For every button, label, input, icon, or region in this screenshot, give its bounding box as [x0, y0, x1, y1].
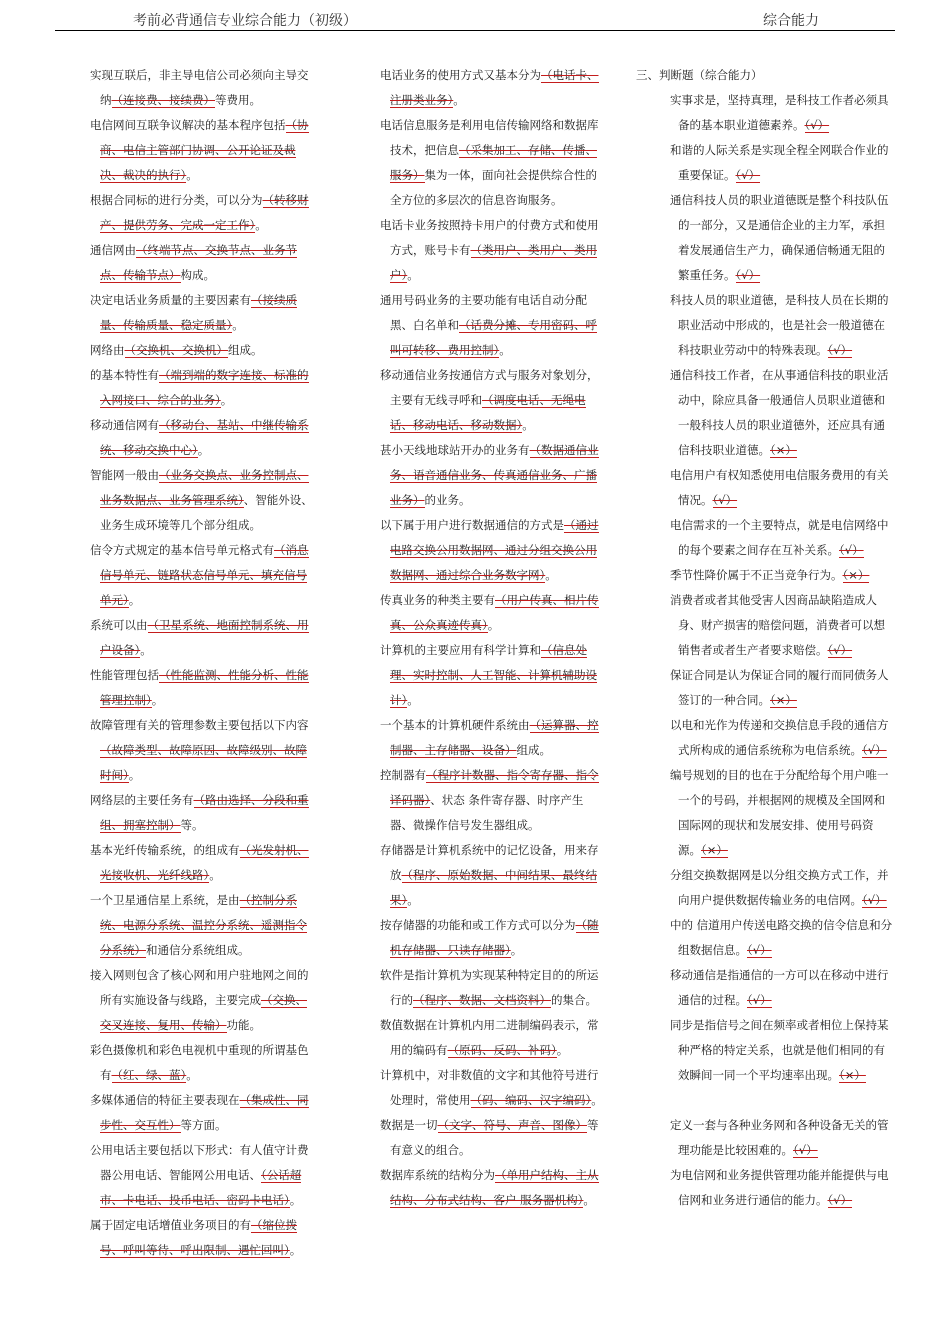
answer-text: （程序、数据、文档资料） — [413, 993, 551, 1007]
statement-text: 同步是指信号之间在频率或者相位上保持某种严格的特定关系，也就是他们相同的有效瞬间一同一个平均速率出现。 — [670, 1018, 889, 1082]
answer-text: （运算器、控制器、主存储器、设备） — [390, 718, 599, 757]
judgement-item — [636, 1113, 894, 1163]
question-suffix: 集为一体，面向社会提供综合性的全方位的多层次的信息咨询服务。 — [390, 168, 597, 207]
judgement-mark: （√） — [793, 1143, 818, 1157]
judgement-item — [636, 463, 894, 513]
statement-text: 电信需求的一个主要特点，就是电信网络中的每个要素之间存在互补关系。 — [670, 518, 889, 557]
statement-text: 和谐的人际关系是实现全程全网联合作业的重要保证。 — [670, 143, 889, 182]
fill-item — [380, 763, 605, 838]
section-title-judgement: 三、判断题（综合能力） — [636, 68, 763, 82]
question-text: 控制器有 — [380, 768, 426, 782]
answer-text: （故障类型、故障原因、故障级别、故障时间） — [100, 743, 307, 782]
answer-text: （转移财产、提供劳务、完成一定工作） — [100, 193, 309, 232]
answer-text: （公话超市、卡电话、投币电话、密码卡电话） — [100, 1168, 302, 1207]
answer-text: （原码、反码、补码） — [447, 1043, 557, 1057]
question-text: 移动通信网有 — [90, 418, 159, 432]
question-text: 基本光纤传输系统，的组成有 — [90, 843, 240, 857]
question-text: 的基本特性有 — [90, 368, 159, 382]
answer-text: （协商、电信主管部门协调、公开论证及裁决、裁决的执行） — [100, 118, 309, 182]
statement-text: 移动通信是指通信的一方可以在移动中进行通信的过程。 — [670, 968, 889, 1007]
question-text: 通信网由 — [90, 243, 136, 257]
fill-item — [90, 1138, 315, 1213]
question-suffix: 。 — [545, 568, 557, 582]
answer-text: （采集加工、存储、传播、服务） — [390, 143, 597, 182]
question-text: 网络层的主要任务有 — [90, 793, 194, 807]
fill-item — [90, 963, 315, 1038]
answer-text: （控制分系统、电源分系统、温控分系统、遥测指令分系统） — [100, 893, 307, 957]
fill-item — [90, 113, 315, 188]
judgement-item — [636, 363, 894, 463]
fill-item — [90, 188, 315, 238]
answer-text: （类用户、类用户、类用户） — [390, 243, 597, 282]
question-suffix: 功能。 — [226, 1018, 261, 1032]
judgement-item — [636, 713, 894, 763]
fill-item — [380, 1163, 605, 1213]
judgement-item — [636, 863, 894, 913]
answer-text: （码、编码、汉字编码） — [470, 1093, 592, 1107]
statement-text: 保证合同是认为保证合同的履行而同债务人签订的一种合同。 — [670, 668, 889, 707]
fill-item — [90, 788, 315, 838]
question-suffix: 。 — [220, 393, 233, 407]
question-text: 一个基本的计算机硬件系统由 — [380, 718, 530, 732]
question-text: 计算机的主要应用有科学计算和 — [380, 643, 541, 657]
judgement-item — [636, 763, 894, 863]
fill-item — [90, 1088, 315, 1138]
statement-text: 以电和光作为传递和交换信息手段的通信方式所构成的通信系统称为电信系统。 — [670, 718, 889, 757]
question-suffix: 的集合。 — [551, 993, 597, 1007]
fill-item — [90, 713, 315, 788]
statement-text: 定义一套与各种业务网和各种设备无关的管理功能是比较困难的。 — [670, 1118, 889, 1157]
judgement-mark: （√） — [712, 493, 738, 507]
judgement-mark: （×） — [839, 1068, 866, 1082]
fill-item — [380, 113, 605, 213]
question-text: 计算机中，对非数值的文字和其他符号进行处理时，常使用 — [380, 1068, 599, 1107]
fill-item — [380, 438, 605, 513]
question-text: 彩色摄像机和彩色电视机中重现的所谓基色有 — [90, 1043, 309, 1082]
question-text: 系统可以由 — [90, 618, 148, 632]
judgement-mark: （√） — [747, 943, 772, 957]
fill-item — [380, 1013, 605, 1063]
question-suffix: 。 — [583, 1193, 595, 1207]
question-suffix: 。 — [556, 1043, 569, 1057]
fill-item — [380, 213, 605, 288]
judgement-mark: （√） — [804, 118, 830, 132]
statement-text: 电信用户有权知悉使用电信服务费用的有关情况。 — [670, 468, 889, 507]
answer-text: （单用户结构、主从结构、分布式结构、客户 服务器机构） — [390, 1168, 599, 1207]
fill-item — [380, 838, 605, 913]
question-text: 通用号码业务的主要功能有电话自动分配黑、白名单和 — [380, 293, 587, 332]
fill-item — [380, 63, 605, 113]
question-text: 性能管理包括 — [90, 668, 159, 682]
question-text: 按存储器的功能和或工作方式可以分为 — [380, 918, 576, 932]
answer-text: （终端节点、交换节点、业务节点、传输节点） — [100, 243, 297, 282]
judgement-mark: （√） — [827, 1193, 853, 1207]
answer-text: （程序、原始数据、中间结果、最终结果） — [390, 868, 597, 907]
statement-text: 通信科技工作者，在从事通信科技的职业活动中，除应具备一般通信人员职业道德和一般科技人员的职业道德外，还应具有通信科技职业道德。 — [670, 368, 889, 457]
spacer — [636, 1088, 894, 1113]
question-suffix: 。 — [186, 1068, 198, 1082]
question-suffix: 的业务。 — [424, 493, 471, 507]
question-suffix: 、状态 条件寄存器、时序产生器、微操作信号发生器组成。 — [390, 793, 584, 832]
question-text: 公用电话主要包括以下形式：有人值守计费器公用电话、智能网公用电话、 — [90, 1143, 309, 1182]
judgement-mark: （√） — [735, 268, 761, 282]
question-text: 甚小天线地球站开办的业务有 — [380, 443, 530, 457]
answer-text: （交换、交叉连接、复用、传输） — [100, 993, 307, 1032]
fill-item — [380, 963, 605, 1013]
statement-text: 为电信网和业务提供管理功能并能提供与电信网和业务进行通信的能力。 — [670, 1168, 889, 1207]
column-1 — [90, 63, 315, 1263]
header-title: 考前必背通信专业综合能力（初级） — [133, 13, 357, 29]
answer-text: （通过电路交换公用数据网、通过分组交换公用数据网、通过综合业务数字网） — [390, 518, 599, 582]
question-text: 数据是一切 — [380, 1118, 438, 1132]
question-suffix: 和通信分系统组成。 — [146, 943, 250, 957]
question-suffix: 。 — [151, 693, 164, 707]
statement-text: 实事求是，坚持真理，是科技工作者必须具备的基本职业道德素养。 — [670, 93, 889, 132]
statement-text: 季节性降价属于不正当竞争行为。 — [670, 568, 843, 582]
answer-text: （信息处理、实时控制、人工智能、计算机辅助设计） — [390, 643, 597, 707]
question-suffix: 。 — [209, 868, 221, 882]
answer-text: （红、绿、蓝） — [111, 1068, 187, 1082]
fill-item — [90, 463, 315, 538]
question-suffix: 。 — [407, 268, 419, 282]
question-suffix: 。 — [289, 1193, 302, 1207]
question-suffix: 。 — [510, 943, 523, 957]
fill-item — [90, 288, 315, 338]
judgement-item — [636, 563, 894, 588]
fill-item — [90, 613, 315, 663]
answer-text: （路由选择、分段和重组、拥塞控制） — [100, 793, 309, 832]
answer-text: （消息信号单元、链路状态信号单元、填充信号单元） — [100, 543, 309, 607]
statement-text: 分组交换数据网是以分组交换方式工作，并向用户提供数据传输业务的电信网。 — [670, 868, 889, 907]
question-text: 多媒体通信的特征主要表现在 — [90, 1093, 240, 1107]
statement-text: 科技人员的职业道德，是科技人员在长期的职业活动中形成的，也是社会一般道德在科技职业劳动中的特殊表现。 — [670, 293, 889, 357]
fill-item — [90, 538, 315, 613]
question-text: 存储器是计算机系统中的记忆设备，用来存放 — [380, 843, 599, 882]
question-suffix: 。 — [128, 593, 141, 607]
question-suffix: 。 — [453, 93, 465, 107]
fill-item — [90, 1213, 315, 1263]
question-text: 移动通信业务按通信方式与服务对象划分，主要有无线寻呼和 — [380, 368, 599, 407]
question-suffix: 。 — [255, 218, 267, 232]
judgement-mark: （×） — [770, 693, 797, 707]
answer-text: （集成性、同步性、交互性） — [100, 1093, 309, 1132]
question-text: 信令方式规定的基本信号单元格式有 — [90, 543, 274, 557]
judgement-item — [636, 963, 894, 1013]
question-text: 一个卫星通信星上系统，是由 — [90, 893, 240, 907]
page-header — [55, 8, 895, 31]
fill-item — [90, 363, 315, 413]
judgement-item — [636, 188, 894, 288]
judgement-item — [636, 1163, 894, 1213]
judgement-item — [636, 88, 894, 138]
fill-item — [90, 63, 315, 113]
judgement-mark: （×） — [842, 568, 870, 582]
judgement-item — [636, 1013, 894, 1088]
answer-text: （话费分摊、专用密码、呼叫可转移、费用控制） — [390, 318, 597, 357]
fill-item — [380, 638, 605, 713]
judgement-mark: （√） — [747, 993, 772, 1007]
fill-item — [380, 588, 605, 638]
fill-item — [90, 838, 315, 888]
question-suffix: 组成。 — [516, 743, 551, 757]
question-suffix: 。 — [407, 893, 419, 907]
fill-item — [90, 1038, 315, 1088]
question-suffix: 构成。 — [180, 268, 215, 282]
fill-item — [90, 413, 315, 463]
question-suffix: 。 — [487, 618, 500, 632]
judgement-item — [636, 513, 894, 563]
judgement-item — [636, 913, 894, 963]
question-suffix: 。 — [289, 1243, 302, 1257]
answer-text: （接续质量、传输质量、稳定质量） — [100, 293, 297, 332]
question-text: 数值数据在计算机内用二进制编码表示，常用的编码有 — [380, 1018, 599, 1057]
fill-item — [380, 513, 605, 588]
judgement-mark: （√） — [839, 543, 864, 557]
answer-text: （业务交换点、业务控制点、业务数据点、业务管理系统） — [100, 468, 309, 507]
fill-item — [90, 663, 315, 713]
question-text: 传真业务的种类主要有 — [380, 593, 495, 607]
question-suffix: 。 — [499, 343, 511, 357]
question-suffix: 。 — [591, 1093, 603, 1107]
answer-text: （光发射机、光接收机、光纤线路） — [100, 843, 309, 882]
statement-text: 通信科技人员的职业道德既是整个科技队伍的一部分，又是通信企业的主力军，承担着发展通信生产力，确保通信畅通无阻的繁重任务。 — [670, 193, 889, 282]
answer-text: （性能监测、性能分析、性能管理控制） — [100, 668, 309, 707]
judgement-item — [636, 138, 894, 188]
judgement-mark: （√） — [827, 643, 853, 657]
question-suffix: 。 — [140, 643, 152, 657]
fill-item — [90, 238, 315, 288]
fill-item — [380, 913, 605, 963]
fill-item — [380, 1113, 605, 1163]
question-suffix: 等费用。 — [215, 93, 261, 107]
column-2 — [380, 63, 605, 1213]
question-text: 电话卡业务按照持卡用户的付费方式和使用方式，账号卡有 — [380, 218, 599, 257]
question-text: 决定电话业务质量的主要因素有 — [90, 293, 251, 307]
question-text: 电信网间互联争议解决的基本程序包括 — [90, 118, 286, 132]
question-suffix: 组成。 — [228, 343, 263, 357]
question-text: 数据库系统的结构分为 — [380, 1168, 495, 1182]
answer-text: （调度电话、无绳电话、移动电话、移动数据） — [390, 393, 586, 432]
answer-text: （交换机、交换机） — [124, 343, 228, 357]
question-text: 属于固定电话增值业务项目的有 — [90, 1218, 251, 1232]
question-text: 故障管理有关的管理参数主要包括以下内容 — [90, 718, 309, 732]
answer-text: （端到端的数字连接、标准的入网接口、综合的业务） — [100, 368, 309, 407]
judgement-mark: （√） — [862, 893, 887, 907]
question-suffix: 。 — [522, 418, 534, 432]
answer-text: （缩位拨号、呼叫等待、呼出限制、遇忙回叫） — [100, 1218, 297, 1257]
question-text: 接入网则包含了核心网和用户驻地网之间的所有实施设备与线路，主要完成 — [90, 968, 309, 1007]
judgement-mark: （×） — [770, 443, 797, 457]
judgement-item — [636, 663, 894, 713]
question-text: 以下属于用户进行数据通信的方式是 — [380, 518, 564, 532]
question-text: 电话信息服务是利用电信传输网络和数据库技术，把信息 — [380, 118, 599, 157]
question-suffix: 。 — [197, 443, 210, 457]
statement-text: 中的 信道用户传送电路交换的信令信息和分组数据信息。 — [670, 918, 893, 957]
answer-text: （电话卡、注册类业务） — [390, 68, 599, 107]
judgement-item — [636, 288, 894, 363]
question-text: 网络由 — [90, 343, 125, 357]
answer-text: （移动台、基站、中继传输系统、移动交换中心） — [100, 418, 309, 457]
answer-text: （用户传真、相片传真、公众真迹传真） — [390, 593, 599, 632]
question-suffix: 。 — [128, 768, 141, 782]
fill-item — [90, 888, 315, 963]
answer-text: （卫星系统、地面控制系统、用户设备） — [100, 618, 309, 657]
question-suffix: 、智能外设、业务生成环境等几个部分组成。 — [100, 493, 313, 532]
fill-item — [380, 363, 605, 438]
statement-text: 编号规划的目的也在于分配给每个用户唯一一个的号码，并根据网的规模及全国网和国际网的现状和发展安排、使用号码资源。 — [670, 768, 889, 857]
header-section: 综合能力 — [763, 13, 819, 29]
judgement-mark: （×） — [701, 843, 728, 857]
fill-item — [90, 338, 315, 363]
question-text: 实现互联后，非主导电信公司必须向主导交纳 — [90, 68, 309, 107]
question-text: 根据合同标的进行分类，可以分为 — [90, 193, 263, 207]
answer-text: （连接费、接续费） — [111, 93, 215, 107]
judgement-mark: （√） — [827, 343, 853, 357]
fill-item — [380, 1063, 605, 1113]
question-suffix: 。 — [232, 318, 244, 332]
question-suffix: 等有意义的组合。 — [390, 1118, 599, 1157]
judgement-mark: （√） — [862, 743, 887, 757]
answer-text: （随机存储器、只读存储器） — [390, 918, 599, 957]
question-suffix: 等。 — [180, 818, 204, 832]
question-text: 软件是指计算机为实现某种特定目的的所运行的 — [380, 968, 599, 1007]
answer-text: （文字、符号、声音、图像） — [437, 1118, 587, 1132]
judgement-mark: （√） — [735, 168, 761, 182]
fill-item — [380, 288, 605, 363]
question-suffix: 等方面。 — [180, 1118, 227, 1132]
column-3 — [636, 63, 894, 1213]
answer-text: （数据通信业务、语音通信业务、传真通信业务、广播业务） — [390, 443, 599, 507]
statement-text: 消费者或者其他受害人因商品缺陷造成人身、财产损害的赔偿问题，消费者可以想销售者或者生产者要求赔偿。 — [670, 593, 885, 657]
question-suffix: 。 — [407, 693, 419, 707]
question-text: 智能网一般由 — [90, 468, 159, 482]
fill-item — [380, 713, 605, 763]
question-text: 电话业务的使用方式又基本分为 — [380, 68, 541, 82]
answer-text: （程序计数器、指令寄存器、指令译码器） — [390, 768, 599, 807]
question-suffix: 。 — [186, 168, 198, 182]
judgement-item — [636, 588, 894, 663]
